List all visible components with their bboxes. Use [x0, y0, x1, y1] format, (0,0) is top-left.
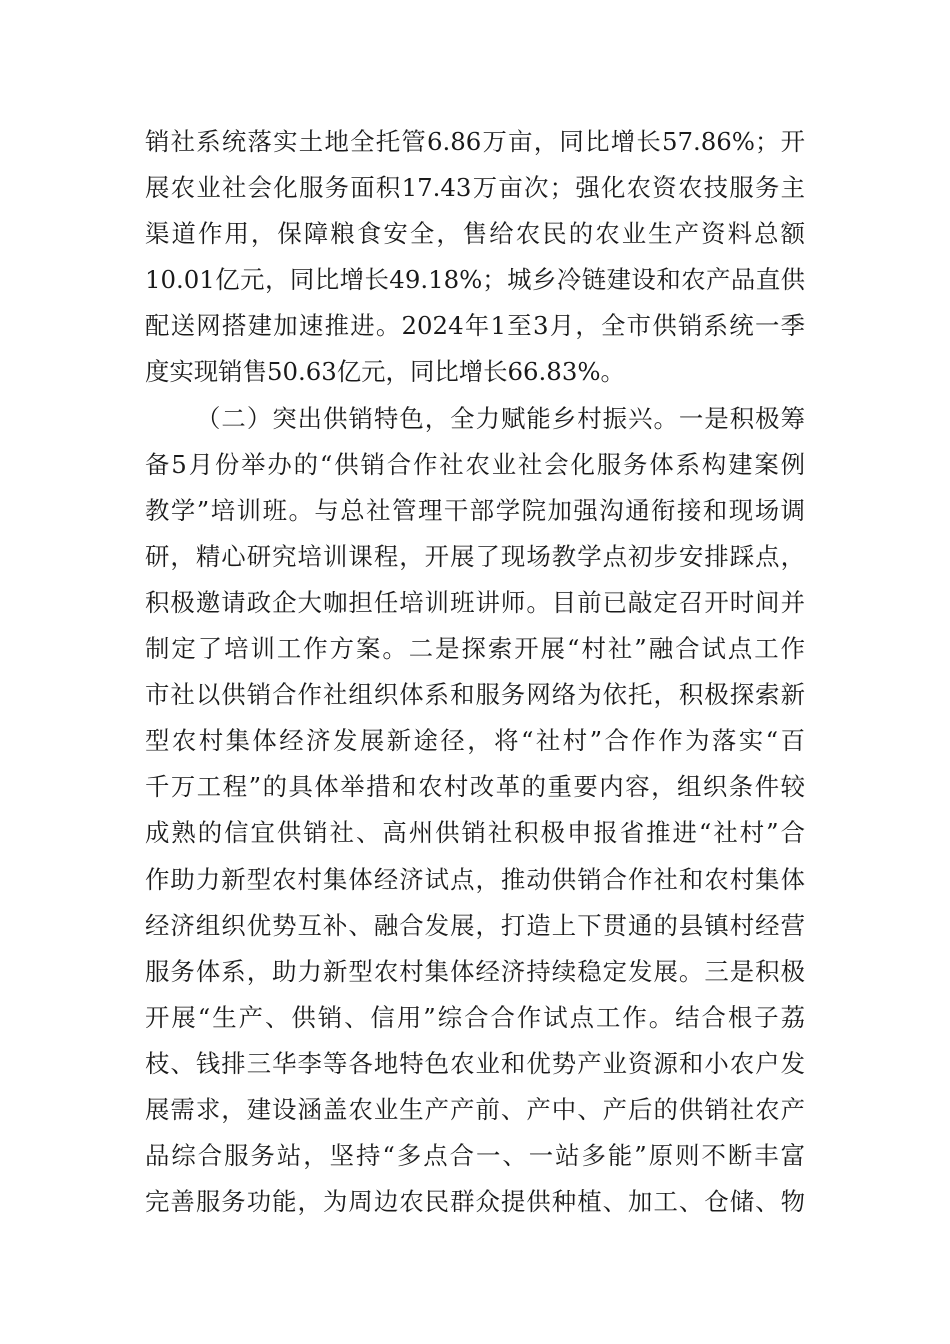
section-heading-line: （二）突出供销特色，全力赋能乡村振兴。一是积极筹	[196, 403, 805, 433]
text-line: 展需求，建设涵盖农业生产产前、产中、产后的供销社农产	[145, 1094, 805, 1124]
text-line: 配送网搭建加速推进。2024年1至3月，全市供销系统一季	[145, 311, 805, 341]
text-line: 备5月份举办的“供销合作社农业社会化服务体系构建案例	[145, 449, 805, 479]
text-line: 积极邀请政企大咖担任培训班讲师。目前已敲定召开时间并	[145, 587, 805, 617]
paragraph-end-line: 度实现销售50.63亿元，同比增长66.83%。	[145, 357, 625, 387]
text-line: 渠道作用，保障粮食安全，售给农民的农业生产资料总额	[145, 219, 805, 249]
text-line: 完善服务功能，为周边农民群众提供种植、加工、仓储、物	[145, 1187, 805, 1217]
text-line: 展农业社会化服务面积17.43万亩次；强化农资农技服务主	[145, 173, 805, 203]
text-line: 经济组织优势互补、融合发展，打造上下贯通的县镇村经营	[145, 910, 805, 940]
text-line: 千万工程”的具体举措和农村改革的重要内容，组织条件较	[145, 772, 805, 802]
text-line: 型农村集体经济发展新途径，将“社村”合作作为落实“百	[145, 726, 805, 756]
text-line: 教学”培训班。与总社管理干部学院加强沟通衔接和现场调	[145, 495, 805, 525]
text-line: 研，精心研究培训课程，开展了现场教学点初步安排踩点，	[145, 541, 805, 571]
text-line: 品综合服务站，坚持“多点合一、一站多能”原则不断丰富	[145, 1141, 805, 1171]
text-line: 服务体系，助力新型农村集体经济持续稳定发展。三是积极	[145, 956, 805, 986]
text-line: 市社以供销合作社组织体系和服务网络为依托，积极探索新	[145, 680, 805, 710]
text-line: 销社系统落实土地全托管6.86万亩，同比增长57.86%；开	[145, 127, 805, 156]
document-page	[145, 119, 805, 1225]
text-line: 作助力新型农村集体经济试点，推动供销合作社和农村集体	[145, 864, 805, 894]
text-line: 成熟的信宜供销社、高州供销社积极申报省推进“社村”合	[145, 818, 805, 848]
text-line: 10.01亿元，同比增长49.18%；城乡冷链建设和农产品直供	[145, 265, 805, 295]
text-line: 枝、钱排三华李等各地特色农业和优势产业资源和小农户发	[145, 1048, 805, 1078]
text-line: 制定了培训工作方案。二是探索开展“村社”融合试点工作	[145, 634, 805, 664]
text-line: 开展“生产、供销、信用”综合合作试点工作。结合根子荔	[145, 1002, 805, 1032]
